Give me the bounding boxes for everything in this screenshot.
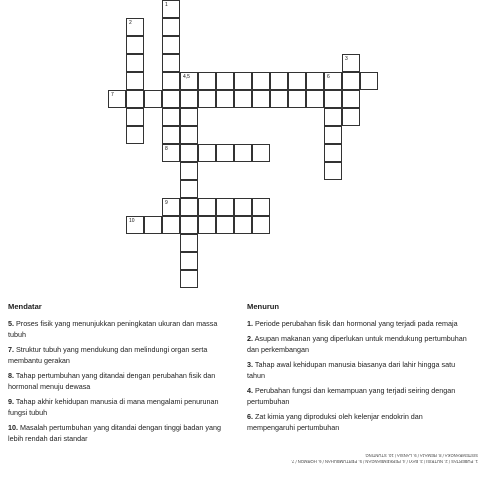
grid-cell[interactable] (180, 126, 198, 144)
grid-cell[interactable] (126, 90, 144, 108)
grid-cell[interactable] (162, 90, 180, 108)
grid-cell[interactable] (216, 90, 234, 108)
down-heading: Menurun (247, 302, 280, 311)
down-clues (247, 301, 469, 437)
grid-cell[interactable] (126, 36, 144, 54)
grid-cell[interactable] (198, 144, 216, 162)
clue-down-4: 4. Perubahan fungsi dan kemampuan yang terjadi seiring dengan pertumbuhan (247, 386, 456, 406)
grid-cell[interactable] (234, 216, 252, 234)
grid-cell[interactable] (324, 72, 342, 90)
grid-cell[interactable] (180, 234, 198, 252)
grid-cell[interactable] (180, 162, 198, 180)
grid-cell[interactable] (108, 90, 126, 108)
grid-cell[interactable] (216, 72, 234, 90)
grid-cell[interactable] (360, 72, 378, 90)
cell-number: 8 (165, 146, 168, 152)
grid-cell[interactable] (270, 72, 288, 90)
grid-cell[interactable] (288, 72, 306, 90)
grid-cell[interactable] (252, 90, 270, 108)
clue-across-9: 9. Tahap akhir kehidupan manusia di mana mengalami penurunan fungsi tubuh (8, 397, 219, 417)
clue-down-1: 1. Periode perubahan fisik dan hormonal yang terjadi pada remaja (247, 319, 458, 328)
grid-cell[interactable] (234, 144, 252, 162)
grid-cell[interactable] (234, 198, 252, 216)
grid-cell[interactable] (126, 72, 144, 90)
grid-cell[interactable] (198, 216, 216, 234)
grid-cell[interactable] (342, 108, 360, 126)
grid-cell[interactable] (162, 126, 180, 144)
grid-cell[interactable] (198, 90, 216, 108)
cell-number: 9 (165, 200, 168, 206)
grid-cell[interactable] (180, 144, 198, 162)
cell-number: 1 (165, 2, 168, 8)
cell-number: 2 (129, 20, 132, 26)
grid-cell[interactable] (324, 90, 342, 108)
grid-cell[interactable] (198, 72, 216, 90)
grid-cell[interactable] (198, 198, 216, 216)
grid-cell[interactable] (162, 108, 180, 126)
grid-cell[interactable] (162, 36, 180, 54)
grid-cell[interactable] (162, 216, 180, 234)
grid-cell[interactable] (234, 72, 252, 90)
clue-down-2: 2. Asupan makanan yang diperlukan untuk mendukung pertumbuhan dan perkembangan (247, 334, 467, 354)
across-heading: Mendatar (8, 302, 42, 311)
answer-key: 1. PUBERTAS / 2. NUTRISI / 3. BAYI / 4. PERKEMBANGAN / 5. PERTUMBUHAN / 6. HORMON / 7. SISTEMRANGKA / 8. REMAJA / 9. LANSIA / 10. STUNTING (290, 453, 478, 464)
grid-cell[interactable] (342, 72, 360, 90)
grid-cell[interactable] (324, 162, 342, 180)
grid-cell[interactable] (180, 252, 198, 270)
grid-cell[interactable] (162, 0, 180, 18)
cell-number: 6 (327, 74, 330, 80)
grid-cell[interactable] (234, 90, 252, 108)
grid-cell[interactable] (162, 18, 180, 36)
grid-cell[interactable] (252, 72, 270, 90)
grid-cell[interactable] (126, 108, 144, 126)
grid-cell[interactable] (144, 216, 162, 234)
cell-number: 7 (111, 92, 114, 98)
across-clues (8, 301, 230, 448)
clue-down-3: 3. Tahap awal kehidupan manusia biasanya dari lahir hingga satu tahun (247, 360, 456, 380)
grid-cell[interactable] (306, 72, 324, 90)
grid-cell[interactable] (126, 54, 144, 72)
grid-cell[interactable] (324, 108, 342, 126)
grid-cell[interactable] (126, 216, 144, 234)
grid-cell[interactable] (144, 90, 162, 108)
grid-cell[interactable] (324, 126, 342, 144)
grid-cell[interactable] (180, 270, 198, 288)
grid-cell[interactable] (180, 180, 198, 198)
clue-across-5: 5. Proses fisik yang menunjukkan peningkatan ukuran dan massa tubuh (8, 319, 218, 339)
grid-cell[interactable] (180, 198, 198, 216)
grid-cell[interactable] (288, 90, 306, 108)
grid-cell[interactable] (180, 72, 198, 90)
grid-cell[interactable] (162, 198, 180, 216)
clue-across-10: 10. Masalah pertumbuhan yang ditandai dengan tinggi badan yang lebih rendah dari standar (8, 423, 222, 443)
grid-cell[interactable] (252, 216, 270, 234)
grid-cell[interactable] (342, 54, 360, 72)
clue-down-6: 6. Zat kimia yang diproduksi oleh kelenjar endokrin dan mempengaruhi pertumbuhan (247, 412, 423, 432)
grid-cell[interactable] (180, 216, 198, 234)
grid-cell[interactable] (126, 126, 144, 144)
grid-cell[interactable] (162, 144, 180, 162)
grid-cell[interactable] (342, 90, 360, 108)
grid-cell[interactable] (306, 90, 324, 108)
grid-cell[interactable] (252, 144, 270, 162)
grid-cell[interactable] (270, 90, 288, 108)
cell-number: 4,5 (183, 74, 190, 80)
clue-across-7: 7. Struktur tubuh yang mendukung dan melindungi organ serta membantu gerakan (8, 345, 208, 365)
cell-number: 10 (129, 218, 135, 224)
grid-cell[interactable] (180, 90, 198, 108)
grid-cell[interactable] (216, 198, 234, 216)
grid-cell[interactable] (162, 72, 180, 90)
grid-cell[interactable] (324, 144, 342, 162)
grid-cell[interactable] (162, 54, 180, 72)
grid-cell[interactable] (216, 144, 234, 162)
grid-cell[interactable] (216, 216, 234, 234)
grid-cell[interactable] (126, 18, 144, 36)
grid-cell[interactable] (252, 198, 270, 216)
clue-across-8: 8. Tahap pertumbuhan yang ditandai dengan perubahan fisik dan hormonal menuju dewasa (8, 371, 216, 391)
grid-cell[interactable] (180, 108, 198, 126)
cell-number: 3 (345, 56, 348, 62)
